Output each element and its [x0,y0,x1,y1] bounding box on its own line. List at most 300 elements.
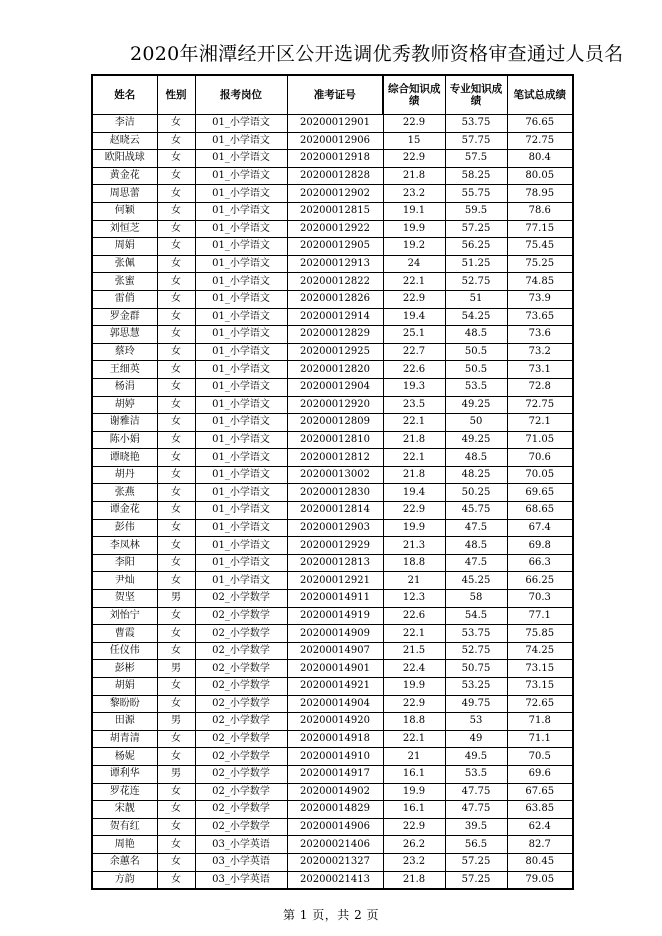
table-row [92,361,573,379]
cell-professional-score: 58.25 [445,167,507,185]
cell-professional-score: 50.5 [445,361,507,379]
cell-position: 01_小学语文 [195,238,287,256]
cell-total-score: 73.6 [507,326,573,344]
cell-exam-id: 20200012810 [287,431,383,449]
cell-gender: 女 [157,871,195,889]
cell-position: 01_小学语文 [195,554,287,572]
cell-name: 曹霞 [92,625,157,643]
cell-exam-id: 20200012902 [287,185,383,203]
table-row [92,783,573,801]
cell-name: 胡婷 [92,396,157,414]
cell-general-score: 21.8 [383,167,445,185]
cell-exam-id: 20200012918 [287,150,383,168]
cell-position: 02_小学数学 [195,783,287,801]
cell-position: 02_小学数学 [195,678,287,696]
cell-professional-score: 53.25 [445,678,507,696]
cell-gender: 女 [157,238,195,256]
cell-gender: 女 [157,255,195,273]
cell-general-score: 22.9 [383,150,445,168]
cell-exam-id: 20200012829 [287,326,383,344]
cell-name: 罗花连 [92,783,157,801]
cell-exam-id: 20200014920 [287,713,383,731]
table-row [92,730,573,748]
cell-exam-id: 20200012929 [287,537,383,555]
cell-position: 01_小学语文 [195,378,287,396]
cell-total-score: 67.65 [507,783,573,801]
cell-exam-id: 20200014829 [287,801,383,819]
cell-total-score: 74.25 [507,642,573,660]
header-name: 姓名 [92,75,157,115]
cell-gender: 女 [157,396,195,414]
cell-exam-id: 20200014917 [287,765,383,783]
cell-general-score: 18.8 [383,713,445,731]
table-row [92,414,573,432]
cell-professional-score: 49.25 [445,396,507,414]
cell-exam-id: 20200014911 [287,590,383,608]
cell-total-score: 73.9 [507,290,573,308]
cell-exam-id: 20200012813 [287,554,383,572]
cell-exam-id: 20200012906 [287,132,383,150]
cell-position: 01_小学语文 [195,484,287,502]
table-row [92,431,573,449]
cell-general-score: 19.1 [383,202,445,220]
cell-gender: 男 [157,590,195,608]
cell-name: 刘怡宁 [92,607,157,625]
table-row [92,326,573,344]
table-header-row [92,75,573,115]
cell-position: 01_小学语文 [195,202,287,220]
cell-name: 李凤林 [92,537,157,555]
cell-professional-score: 47.5 [445,519,507,537]
header-general-score: 综合知识成绩 [383,75,445,115]
cell-professional-score: 50.25 [445,484,507,502]
cell-name: 方韵 [92,871,157,889]
cell-gender: 女 [157,466,195,484]
cell-exam-id: 20200013002 [287,466,383,484]
table-row [92,765,573,783]
cell-total-score: 72.8 [507,378,573,396]
cell-total-score: 73.65 [507,308,573,326]
cell-professional-score: 57.25 [445,220,507,238]
cell-position: 03_小学英语 [195,836,287,854]
table-row [92,748,573,766]
table-row [92,713,573,731]
cell-general-score: 19.9 [383,783,445,801]
cell-position: 02_小学数学 [195,660,287,678]
cell-position: 01_小学语文 [195,361,287,379]
cell-total-score: 82.7 [507,836,573,854]
cell-general-score: 22.1 [383,449,445,467]
cell-professional-score: 49.25 [445,431,507,449]
table-row [92,519,573,537]
cell-professional-score: 59.5 [445,202,507,220]
cell-general-score: 21 [383,748,445,766]
cell-position: 02_小学数学 [195,765,287,783]
cell-position: 01_小学语文 [195,255,287,273]
cell-exam-id: 20200012809 [287,414,383,432]
cell-position: 01_小学语文 [195,396,287,414]
cell-gender: 女 [157,326,195,344]
cell-professional-score: 48.5 [445,537,507,555]
cell-general-score: 21.5 [383,642,445,660]
cell-name: 黄金花 [92,167,157,185]
cell-professional-score: 56.5 [445,836,507,854]
cell-general-score: 16.1 [383,765,445,783]
table-row [92,396,573,414]
cell-general-score: 22.6 [383,607,445,625]
cell-name: 贺有红 [92,818,157,836]
table-row [92,695,573,713]
cell-gender: 女 [157,554,195,572]
cell-exam-id: 20200012921 [287,572,383,590]
cell-exam-id: 20200012914 [287,308,383,326]
cell-professional-score: 48.25 [445,466,507,484]
cell-position: 01_小学语文 [195,290,287,308]
cell-general-score: 22.1 [383,273,445,291]
cell-professional-score: 45.75 [445,502,507,520]
header-total-score: 笔试总成绩 [507,75,573,115]
cell-general-score: 22.1 [383,625,445,643]
cell-exam-id: 20200014901 [287,660,383,678]
cell-general-score: 22.9 [383,115,445,133]
cell-total-score: 72.65 [507,695,573,713]
cell-general-score: 22.9 [383,290,445,308]
cell-name: 任仪伟 [92,642,157,660]
cell-professional-score: 52.75 [445,642,507,660]
cell-gender: 女 [157,202,195,220]
cell-gender: 女 [157,818,195,836]
cell-professional-score: 53.5 [445,378,507,396]
table-row [92,484,573,502]
cell-total-score: 71.1 [507,730,573,748]
cell-name: 彭彬 [92,660,157,678]
cell-professional-score: 50 [445,414,507,432]
cell-position: 01_小学语文 [195,308,287,326]
cell-general-score: 18.8 [383,554,445,572]
cell-name: 郭思慧 [92,326,157,344]
cell-total-score: 73.15 [507,678,573,696]
cell-general-score: 16.1 [383,801,445,819]
cell-general-score: 23.5 [383,396,445,414]
cell-exam-id: 20200012913 [287,255,383,273]
table-row [92,185,573,203]
cell-exam-id: 20200012904 [287,378,383,396]
cell-general-score: 23.2 [383,185,445,203]
cell-name: 李洁 [92,115,157,133]
cell-professional-score: 49.75 [445,695,507,713]
cell-gender: 女 [157,695,195,713]
cell-position: 02_小学数学 [195,642,287,660]
cell-gender: 男 [157,660,195,678]
header-professional-score: 专业知识成绩 [445,75,507,115]
cell-name: 尹灿 [92,572,157,590]
cell-total-score: 66.3 [507,554,573,572]
cell-general-score: 19.2 [383,238,445,256]
table-row [92,554,573,572]
cell-professional-score: 50.75 [445,660,507,678]
cell-general-score: 21.3 [383,537,445,555]
page-footer: 第 1 页，共 2 页 [282,908,380,922]
cell-name: 王细英 [92,361,157,379]
table-row [92,607,573,625]
cell-professional-score: 39.5 [445,818,507,836]
cell-name: 何颖 [92,202,157,220]
cell-exam-id: 20200014906 [287,818,383,836]
table-row [92,642,573,660]
cell-total-score: 79.05 [507,871,573,889]
cell-general-score: 22.6 [383,361,445,379]
cell-gender: 男 [157,713,195,731]
cell-general-score: 19.9 [383,220,445,238]
cell-professional-score: 47.75 [445,801,507,819]
cell-total-score: 72.1 [507,414,573,432]
cell-name: 张佩 [92,255,157,273]
cell-name: 陈小娟 [92,431,157,449]
cell-name: 谢雅洁 [92,414,157,432]
cell-name: 张燕 [92,484,157,502]
cell-professional-score: 57.25 [445,853,507,871]
cell-gender: 女 [157,343,195,361]
cell-general-score: 21.8 [383,871,445,889]
cell-position: 02_小学数学 [195,590,287,608]
cell-professional-score: 57.25 [445,871,507,889]
cell-position: 01_小学语文 [195,519,287,537]
table-row [92,115,573,133]
cell-total-score: 77.1 [507,607,573,625]
cell-general-score: 15 [383,132,445,150]
cell-total-score: 69.8 [507,537,573,555]
cell-name: 欧阳战球 [92,150,157,168]
cell-general-score: 21.8 [383,431,445,449]
table-row [92,167,573,185]
table-row [92,449,573,467]
cell-position: 02_小学数学 [195,607,287,625]
cell-gender: 女 [157,537,195,555]
cell-professional-score: 51 [445,290,507,308]
cell-position: 01_小学语文 [195,220,287,238]
cell-professional-score: 54.25 [445,308,507,326]
cell-gender: 女 [157,801,195,819]
cell-gender: 女 [157,678,195,696]
cell-name: 谭利华 [92,765,157,783]
cell-name: 余蕙名 [92,853,157,871]
cell-name: 谭晓艳 [92,449,157,467]
cell-general-score: 23.2 [383,853,445,871]
table-row [92,625,573,643]
cell-total-score: 70.05 [507,466,573,484]
cell-exam-id: 20200012830 [287,484,383,502]
cell-position: 02_小学数学 [195,625,287,643]
cell-name: 杨妮 [92,748,157,766]
table-row [92,801,573,819]
cell-general-score: 22.4 [383,660,445,678]
cell-position: 01_小学语文 [195,572,287,590]
cell-total-score: 78.6 [507,202,573,220]
cell-total-score: 67.4 [507,519,573,537]
cell-professional-score: 49 [445,730,507,748]
cell-exam-id: 20200014918 [287,730,383,748]
cell-professional-score: 48.5 [445,326,507,344]
cell-name: 李阳 [92,554,157,572]
cell-position: 03_小学英语 [195,853,287,871]
cell-exam-id: 20200021406 [287,836,383,854]
cell-name: 周娟 [92,238,157,256]
cell-general-score: 22.7 [383,343,445,361]
cell-total-score: 74.85 [507,273,573,291]
cell-gender: 女 [157,167,195,185]
cell-exam-id: 20200014909 [287,625,383,643]
cell-total-score: 80.45 [507,853,573,871]
cell-exam-id: 20200014902 [287,783,383,801]
cell-total-score: 78.95 [507,185,573,203]
cell-name: 周思蕾 [92,185,157,203]
table-row [92,308,573,326]
cell-name: 雷俏 [92,290,157,308]
cell-gender: 女 [157,748,195,766]
cell-gender: 女 [157,642,195,660]
cell-general-score: 22.1 [383,730,445,748]
cell-professional-score: 56.25 [445,238,507,256]
cell-general-score: 25.1 [383,326,445,344]
cell-general-score: 21 [383,572,445,590]
cell-professional-score: 49.5 [445,748,507,766]
cell-gender: 男 [157,765,195,783]
header-exam-id: 准考证号 [287,75,383,115]
cell-professional-score: 45.25 [445,572,507,590]
table-row [92,660,573,678]
cell-total-score: 80.4 [507,150,573,168]
cell-position: 02_小学数学 [195,730,287,748]
cell-total-score: 68.65 [507,502,573,520]
cell-position: 01_小学语文 [195,185,287,203]
table-row [92,502,573,520]
cell-total-score: 72.75 [507,396,573,414]
cell-name: 谭金花 [92,502,157,520]
table-row [92,572,573,590]
cell-gender: 女 [157,290,195,308]
cell-name: 胡娟 [92,678,157,696]
cell-total-score: 75.25 [507,255,573,273]
page-title: 2020年湘潭经开区公开选调优秀教师资格审查通过人员名 [130,43,624,65]
cell-position: 01_小学语文 [195,502,287,520]
cell-gender: 女 [157,431,195,449]
cell-exam-id: 20200021413 [287,871,383,889]
cell-gender: 女 [157,308,195,326]
cell-professional-score: 52.75 [445,273,507,291]
cell-exam-id: 20200014921 [287,678,383,696]
cell-professional-score: 47.75 [445,783,507,801]
cell-gender: 女 [157,730,195,748]
cell-total-score: 70.3 [507,590,573,608]
table-row [92,537,573,555]
cell-total-score: 72.75 [507,132,573,150]
cell-gender: 女 [157,607,195,625]
table-row [92,273,573,291]
cell-professional-score: 50.5 [445,343,507,361]
cell-total-score: 69.6 [507,765,573,783]
cell-gender: 女 [157,502,195,520]
table-row [92,836,573,854]
cell-total-score: 69.65 [507,484,573,502]
cell-general-score: 19.9 [383,678,445,696]
table-row [92,202,573,220]
cell-total-score: 75.45 [507,238,573,256]
cell-exam-id: 20200012920 [287,396,383,414]
cell-professional-score: 55.75 [445,185,507,203]
cell-total-score: 80.05 [507,167,573,185]
cell-position: 01_小学语文 [195,449,287,467]
table-row [92,871,573,889]
cell-total-score: 70.6 [507,449,573,467]
cell-name: 宋靓 [92,801,157,819]
table-row [92,378,573,396]
cell-gender: 女 [157,361,195,379]
table-row [92,466,573,484]
cell-gender: 女 [157,836,195,854]
cell-gender: 女 [157,484,195,502]
cell-name: 蔡玲 [92,343,157,361]
cell-position: 03_小学英语 [195,871,287,889]
cell-gender: 女 [157,449,195,467]
cell-position: 01_小学语文 [195,150,287,168]
cell-professional-score: 47.5 [445,554,507,572]
cell-position: 02_小学数学 [195,695,287,713]
cell-gender: 女 [157,150,195,168]
table-row [92,238,573,256]
table-row [92,150,573,168]
cell-general-score: 22.9 [383,502,445,520]
table-row [92,853,573,871]
cell-total-score: 63.85 [507,801,573,819]
cell-exam-id: 20200012925 [287,343,383,361]
cell-total-score: 71.8 [507,713,573,731]
cell-name: 田源 [92,713,157,731]
cell-general-score: 22.9 [383,695,445,713]
cell-total-score: 73.15 [507,660,573,678]
cell-gender: 女 [157,519,195,537]
cell-exam-id: 20200012814 [287,502,383,520]
cell-total-score: 71.05 [507,431,573,449]
cell-general-score: 19.4 [383,308,445,326]
cell-position: 01_小学语文 [195,537,287,555]
cell-name: 杨涓 [92,378,157,396]
cell-position: 01_小学语文 [195,466,287,484]
cell-professional-score: 53.75 [445,115,507,133]
cell-position: 02_小学数学 [195,818,287,836]
cell-exam-id: 20200014910 [287,748,383,766]
cell-position: 01_小学语文 [195,431,287,449]
cell-position: 01_小学语文 [195,167,287,185]
cell-professional-score: 53.5 [445,765,507,783]
cell-general-score: 21.8 [383,466,445,484]
table-row [92,343,573,361]
cell-position: 02_小学数学 [195,748,287,766]
cell-gender: 女 [157,220,195,238]
cell-general-score: 12.3 [383,590,445,608]
cell-exam-id: 20200012812 [287,449,383,467]
cell-gender: 女 [157,185,195,203]
cell-exam-id: 20200012815 [287,202,383,220]
cell-gender: 女 [157,572,195,590]
cell-total-score: 75.85 [507,625,573,643]
cell-gender: 女 [157,115,195,133]
cell-exam-id: 20200012826 [287,290,383,308]
header-position: 报考岗位 [195,75,287,115]
cell-position: 01_小学语文 [195,326,287,344]
cell-general-score: 19.3 [383,378,445,396]
cell-exam-id: 20200012820 [287,361,383,379]
cell-professional-score: 57.5 [445,150,507,168]
